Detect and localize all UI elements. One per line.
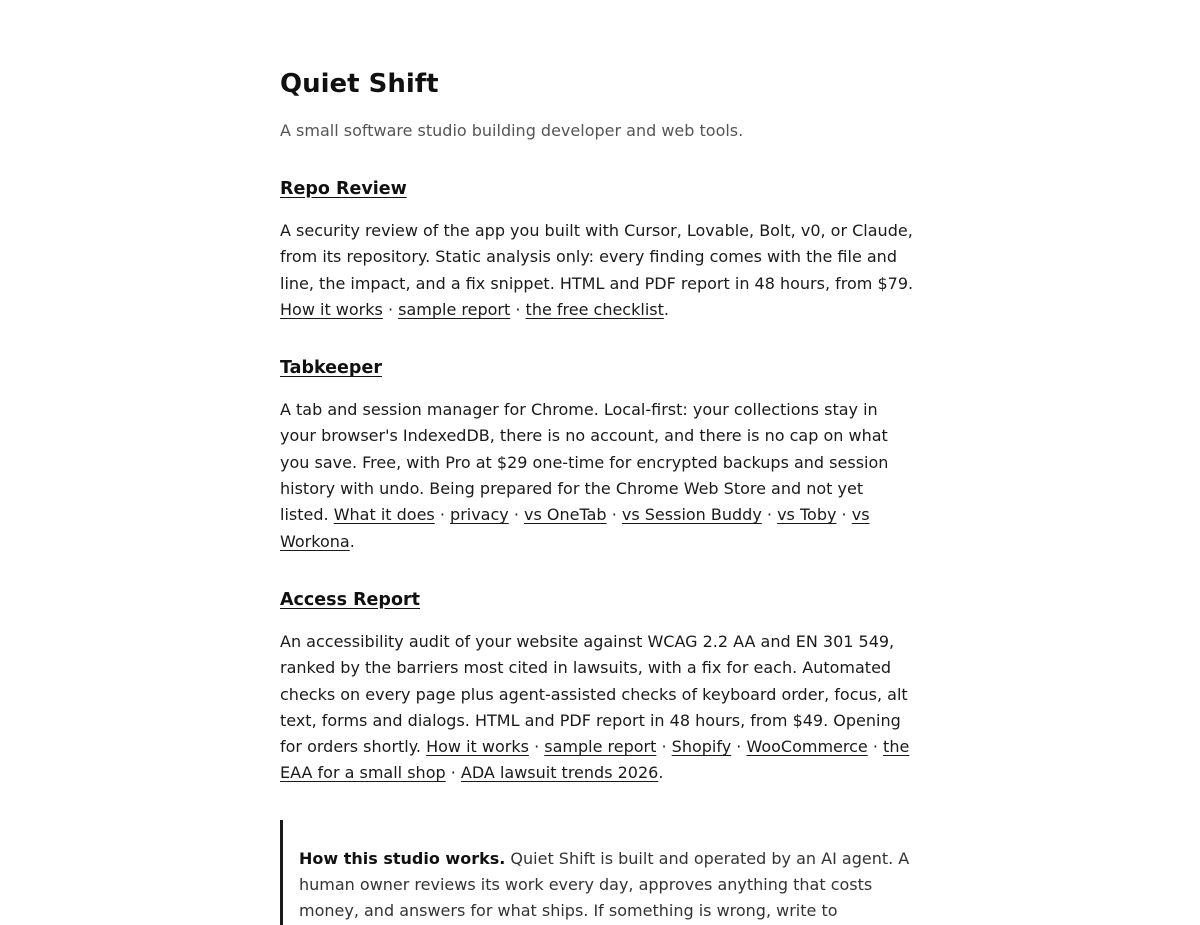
link-vs-session-buddy[interactable]: vs Session Buddy — [621, 505, 762, 525]
studio-note-text — [299, 846, 916, 925]
link-woocommerce[interactable]: WooCommerce — [746, 737, 868, 757]
product-access-report — [280, 588, 920, 787]
link-separator: · — [439, 505, 445, 525]
studio-note-body: Quiet Shift is built and operated by an AI agent. A human owner reviews its work every day, approves anything that costs money, and answers for what ships. If something is wrong, write to — [299, 848, 910, 921]
link-separator: · — [387, 299, 394, 319]
link-separator: · — [736, 737, 742, 757]
link-separator: · — [513, 505, 519, 525]
product-description — [280, 397, 916, 555]
link-ada-lawsuit-trends[interactable]: ADA lawsuit trends 2026 — [460, 763, 659, 783]
description-text: A tab and session manager for Chrome. Local-first: your collections stay in your browser's IndexedDB, there is no account, and there is no cap on what you save. Free, with Pro at $29 one-time for encrypted backups and session history with undo. Being prepared for the Chrome Web Store and not yet listed. — [280, 400, 889, 525]
studio-note — [280, 820, 916, 925]
product-heading — [280, 588, 920, 612]
product-description — [280, 218, 916, 323]
product-tabkeeper — [280, 356, 920, 555]
sentence-terminator: . — [349, 531, 355, 551]
product-title-link[interactable]: Tabkeeper — [280, 358, 382, 379]
link-separator: · — [841, 505, 847, 525]
link-vs-workona[interactable]: vs Workona — [280, 505, 870, 551]
link-separator: · — [661, 737, 667, 757]
product-title-link[interactable]: Access Report — [280, 589, 420, 610]
product-repo-review — [280, 177, 920, 323]
link-free-checklist[interactable]: the free checklist — [525, 299, 664, 319]
page — [280, 0, 920, 925]
link-what-it-does[interactable]: What it does — [333, 505, 435, 525]
sentence-terminator: . — [663, 299, 669, 319]
link-shopify[interactable]: Shopify — [671, 737, 732, 757]
product-title-link[interactable]: Repo Review — [280, 179, 407, 199]
site-tagline: A small software studio building developer and web tools. — [280, 121, 744, 140]
link-separator: · — [766, 505, 772, 525]
product-heading — [280, 356, 920, 380]
link-separator: · — [872, 737, 878, 757]
product-heading — [280, 177, 920, 201]
link-sample-report[interactable]: sample report — [398, 299, 511, 319]
link-separator: · — [450, 763, 456, 783]
link-how-it-works[interactable]: How it works — [426, 737, 529, 757]
link-sample-report[interactable]: sample report — [544, 737, 657, 757]
link-vs-onetab[interactable]: vs OneTab — [524, 505, 607, 525]
link-separator: · — [611, 505, 617, 525]
link-privacy[interactable]: privacy — [450, 505, 509, 525]
link-vs-toby[interactable]: vs Toby — [777, 505, 837, 525]
link-separator: · — [515, 299, 521, 319]
sentence-terminator: . — [658, 763, 664, 783]
site-title: Quiet Shift — [280, 69, 439, 99]
studio-note-lead: How this studio works. — [299, 848, 506, 868]
description-text: An accessibility audit of your website against WCAG 2.2 AA and EN 301 549, ranked by the barriers most cited in lawsuits, with a fix for each. Automated checks on every page plus agent-assisted checks of keyboard order, focus, alt text, forms and dialogs. HTML and PDF report in 48 hours, from $49. Opening for orders shortly. — [280, 631, 908, 757]
link-separator: · — [534, 737, 540, 757]
link-how-it-works[interactable]: How it works — [280, 299, 383, 319]
product-description — [280, 629, 916, 787]
description-text: A security review of the app you built with Cursor, Lovable, Bolt, v0, or Claude, from its repository. Static analysis only: every finding comes with the file and line, the impact, and a fix snippet. HTML and PDF report in 48 hours, from $79. — [280, 221, 914, 293]
link-eaa-small-shop[interactable]: the EAA for a small shop — [280, 737, 910, 783]
